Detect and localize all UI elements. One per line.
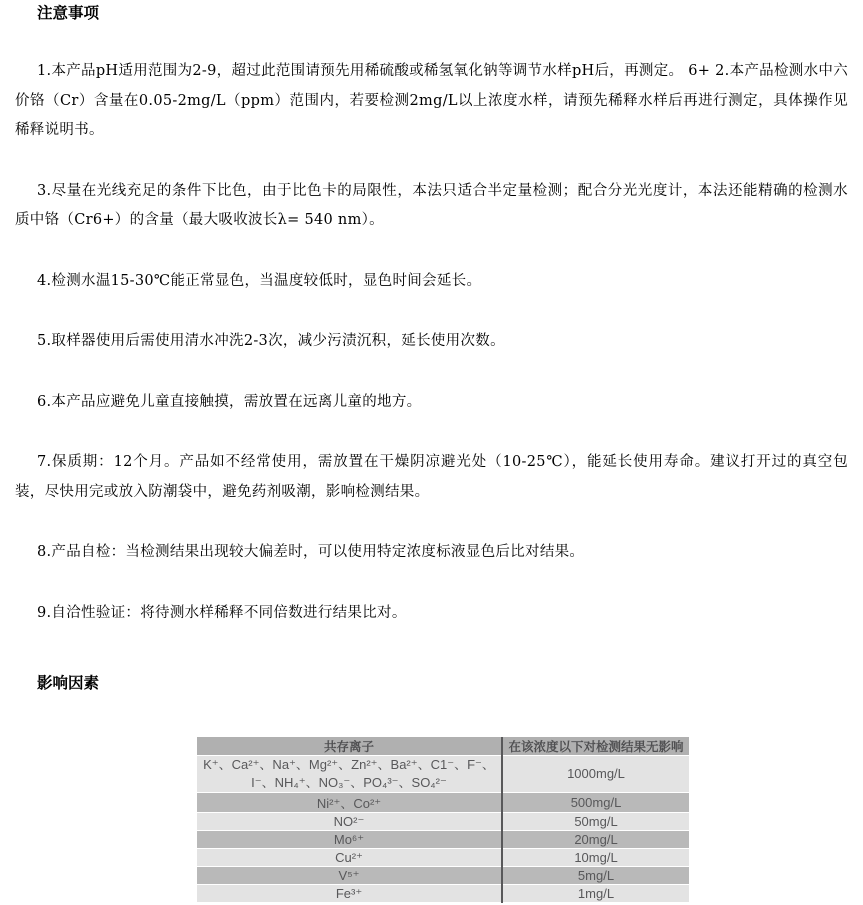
table-row	[197, 831, 689, 849]
ion-cell: Mo⁶⁺	[197, 831, 502, 849]
note-paragraph: 4.检测水温15-30℃能正常显色，当温度较低时，显色时间会延长。	[37, 272, 482, 289]
table-row	[197, 885, 689, 903]
note-paragraph: 3.尽量在光线充足的条件下比色，由于比色卡的局限性，本法只适合半定量检测；配合分光光度计，本法还能精确的检测水质中铬（Cr6+）的含量（最大吸收波长λ= 540 nm）。	[15, 182, 848, 228]
note-paragraph: 7.保质期：12个月。产品如不经常使用，需放置在干燥阴凉避光处（10-25℃），能延长使用寿命。建议打开过的真空包装，尽快用完或放入防潮袋中，避免药剂吸潮，影响检测结果。	[15, 454, 848, 500]
interference-table-container	[197, 737, 848, 903]
limit-cell: 10mg/L	[502, 849, 689, 867]
limit-cell: 5mg/L	[502, 867, 689, 885]
table-row	[197, 867, 689, 885]
table-row	[197, 813, 689, 831]
ion-cell: K⁺、Ca²⁺、Na⁺、Mg²⁺、Zn²⁺、Ba²⁺、C1⁻、F⁻、I⁻、NH₄⁺、NO₃⁻、PO₄³⁻、SO₄²⁻	[197, 756, 502, 793]
ion-cell: V⁵⁺	[197, 867, 502, 885]
table-header-row	[197, 737, 689, 756]
column-header-coexisting-ions: 共存离子	[197, 737, 502, 756]
column-header-no-effect-concentration: 在该浓度以下对检测结果无影响	[502, 737, 689, 756]
ion-cell: Fe³⁺	[197, 885, 502, 903]
limit-cell: 20mg/L	[502, 831, 689, 849]
ion-cell: NO²⁻	[197, 813, 502, 831]
note-paragraph: 9.自洽性验证：将待测水样稀释不同倍数进行结果比对。	[37, 604, 407, 621]
limit-cell: 1mg/L	[502, 885, 689, 903]
table-row	[197, 793, 689, 813]
precaution-notes	[15, 57, 848, 628]
limit-cell: 500mg/L	[502, 793, 689, 813]
note-paragraph: 5.取样器使用后需使用清水冲洗2-3次，减少污渍沉积，延长使用次数。	[37, 333, 505, 349]
section-title-influencing-factors: 影响因素	[37, 675, 100, 692]
note-paragraph: 1.本产品pH适用范围为2-9，超过此范围请预先用稀硫酸或稀氢氧化钠等调节水样pH后，再测定。 6+ 2.本产品检测水中六价铬（Cr）含量在0.05-2mg/L（ppm）范围内，若要检测2mg/L以上浓度水样，请预先稀释水样后再进行测定，具体操作见稀释说明书。	[15, 63, 848, 138]
limit-cell: 1000mg/L	[502, 756, 689, 793]
ion-cell: Ni²⁺、Co²⁺	[197, 793, 502, 813]
note-paragraph: 6.本产品应避免儿童直接触摸，需放置在远离儿童的地方。	[37, 393, 422, 410]
interference-ion-table	[197, 737, 689, 903]
limit-cell: 50mg/L	[502, 813, 689, 831]
section-title-precautions: 注意事项	[37, 5, 100, 22]
table-row	[197, 849, 689, 867]
note-paragraph: 8.产品自检：当检测结果出现较大偏差时，可以使用特定浓度标液显色后比对结果。	[37, 544, 585, 560]
table-row	[197, 756, 689, 793]
ion-cell: Cu²⁺	[197, 849, 502, 867]
